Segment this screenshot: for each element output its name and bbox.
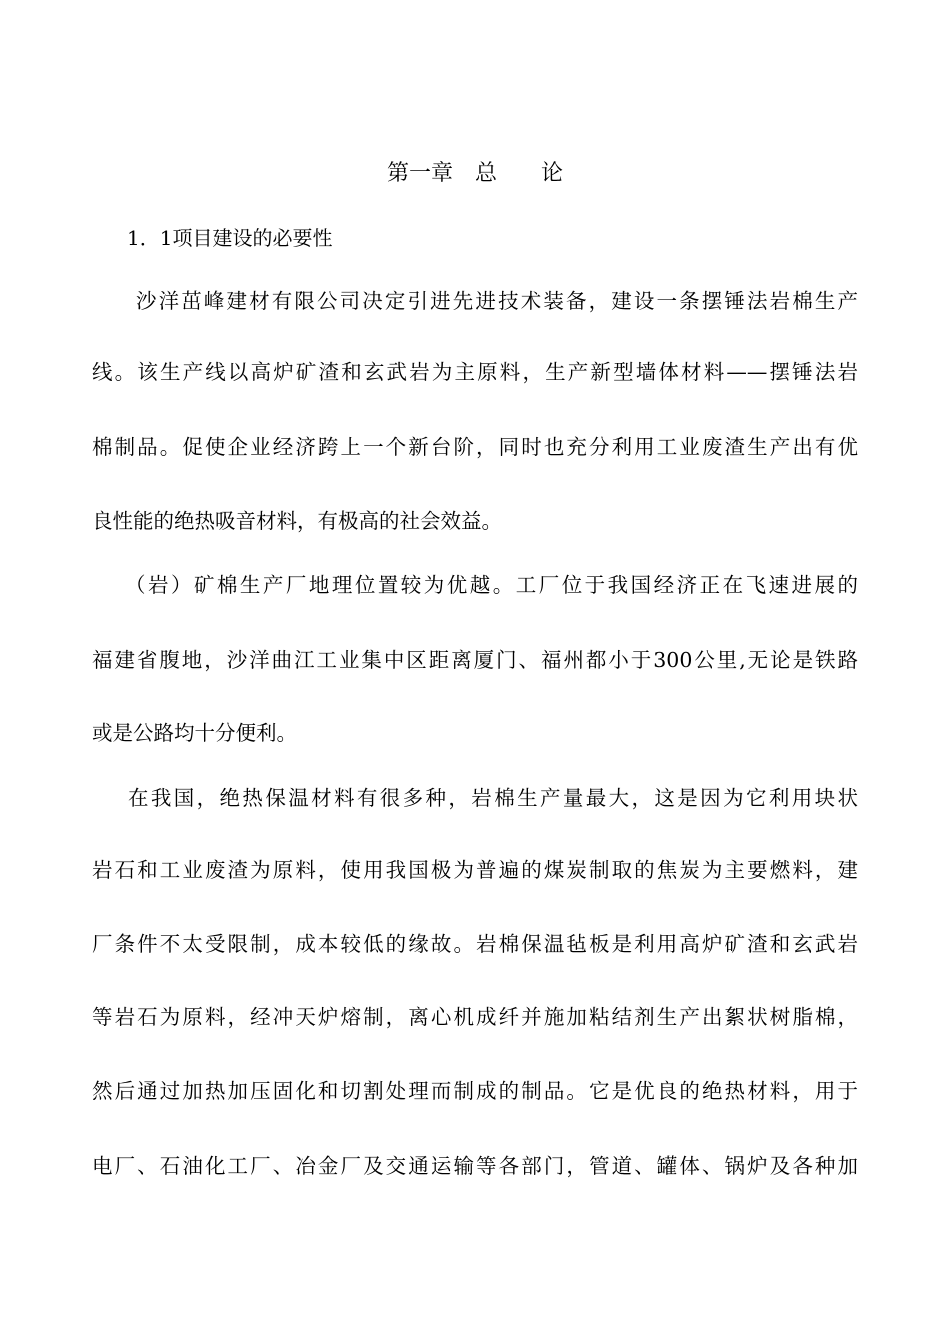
paragraph-2-line-3: 或是公路均十分便利。	[92, 721, 297, 745]
paragraph-2-line-2: 福建省腹地，沙洋曲江工业集中区距离厦门、福州都小于300公里,无论是铁路	[92, 648, 858, 672]
paragraph-1-line-3: 棉制品。促使企业经济跨上一个新台阶，同时也充分利用工业废渣生产出有优	[92, 435, 858, 459]
chapter-title: 第一章 总 论	[386, 161, 563, 186]
paragraph-2-line-1: （岩）矿棉生产厂地理位置较为优越。工厂位于我国经济正在飞速进展的	[125, 573, 858, 597]
paragraph-1-line-1: 沙洋茁峰建材有限公司决定引进先进技术装备，建设一条摆锤法岩棉生产	[136, 289, 858, 313]
paragraph-3-line-4: 等岩石为原料，经冲天炉熔制，离心机成纤并施加粘结剂生产出絮状树脂棉，	[92, 1005, 858, 1029]
paragraph-3-line-1: 在我国，绝热保温材料有很多种，岩棉生产量最大，这是因为它利用块状	[128, 786, 858, 810]
paragraph-1-line-2: 线。该生产线以高炉矿渣和玄武岩为主原料，生产新型墙体材料——摆锤法岩	[92, 360, 858, 384]
paragraph-3-line-2: 岩石和工业废渣为原料，使用我国极为普遍的煤炭制取的焦炭为主要燃料，建	[92, 858, 858, 882]
section-heading: 1．1项目建设的必要性	[127, 226, 333, 250]
paragraph-3-line-3: 厂条件不太受限制，成本较低的缘故。岩棉保温毡板是利用高炉矿渣和玄武岩	[92, 932, 858, 956]
paragraph-1-line-4: 良性能的绝热吸音材料，有极高的社会效益。	[92, 509, 502, 533]
paragraph-3-line-6: 电厂、石油化工厂、冶金厂及交通运输等各部门，管道、罐体、锅炉及各种加	[92, 1154, 858, 1178]
paragraph-3-line-5: 然后通过加热加压固化和切割处理而制成的制品。它是优良的绝热材料，用于	[92, 1079, 858, 1103]
